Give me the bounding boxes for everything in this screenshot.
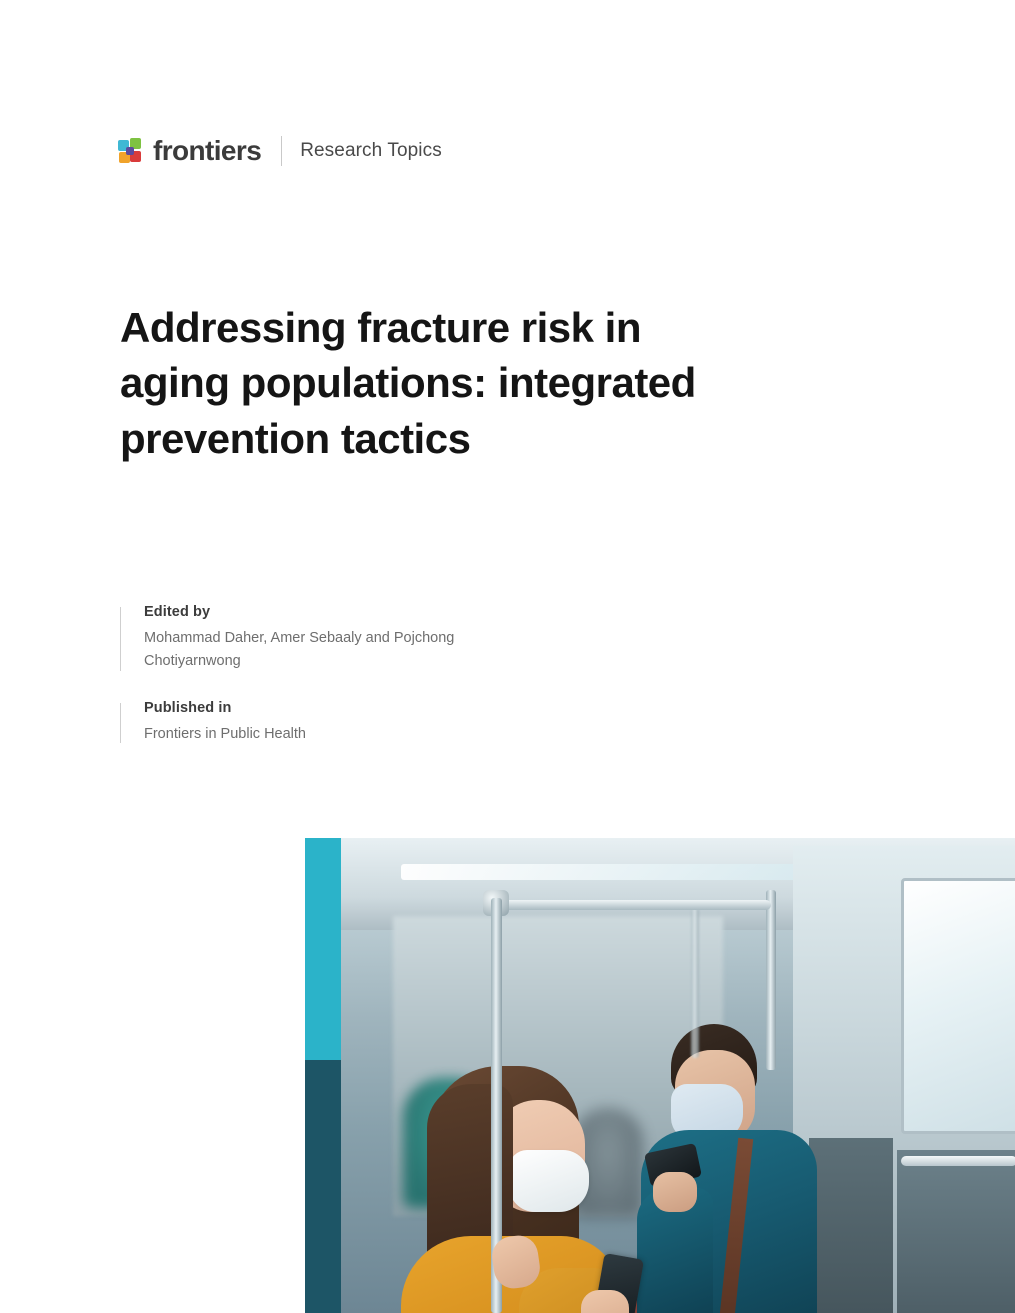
edited-by-label: Edited by xyxy=(144,604,211,620)
journal-name: Frontiers in Public Health xyxy=(144,725,306,742)
subway-photo xyxy=(341,838,1015,1313)
brand-wordmark: frontiers xyxy=(153,135,262,166)
edited-by-block xyxy=(120,604,550,674)
series-label: Research Topics xyxy=(300,140,442,161)
page-title: Addressing fracture risk in aging populations: integrated prevention tactics xyxy=(120,304,696,462)
header-divider xyxy=(281,136,282,166)
published-in-block xyxy=(120,700,550,746)
editors-list: Mohammad Daher, Amer Sebaaly and Pojchong Chotiyarnwong xyxy=(144,630,455,670)
accent-bar-teal xyxy=(305,838,341,1060)
cover-image xyxy=(305,838,1015,1313)
published-in-label: Published in xyxy=(144,699,232,716)
accent-bar-dark xyxy=(305,1060,341,1313)
credits-section xyxy=(120,604,550,772)
frontiers-logo-icon xyxy=(118,138,144,164)
brand-header xyxy=(118,134,442,168)
